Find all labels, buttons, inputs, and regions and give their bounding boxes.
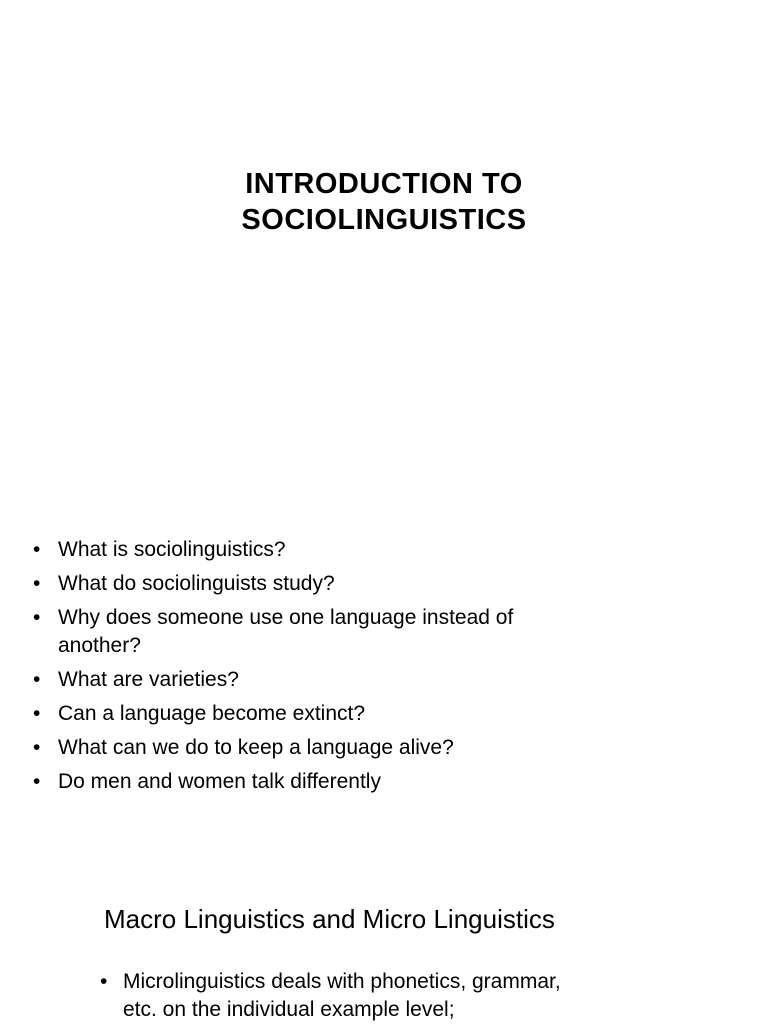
list-item (0, 768, 548, 796)
bullet-icon: • (33, 702, 41, 725)
question-text: What is sociolinguistics? (58, 538, 286, 561)
bullet-icon: • (100, 970, 108, 993)
list-item (0, 604, 548, 660)
list-item (0, 666, 548, 694)
list-item (0, 734, 548, 762)
list-item (0, 700, 548, 728)
list-item (0, 570, 548, 598)
point-list (0, 968, 768, 1024)
point-text: Microlinguistics deals with phonetics, grammar, etc. on the individual example level; (123, 970, 561, 1021)
bullet-icon: • (33, 572, 41, 595)
list-item (0, 968, 593, 1024)
title-line-1: INTRODUCTION TO (245, 168, 523, 200)
section-heading: Macro Linguistics and Micro Linguistics (104, 904, 555, 934)
slide-title (0, 166, 768, 238)
question-text: Can a language become extinct? (58, 702, 366, 725)
question-text: What can we do to keep a language alive? (58, 736, 454, 759)
question-text: Why does someone use one language instead of another? (58, 606, 514, 657)
bullet-icon: • (33, 770, 41, 793)
title-line-2: SOCIOLINGUISTICS (241, 204, 527, 236)
question-text: What are varieties? (58, 668, 239, 691)
question-list (0, 536, 768, 802)
bullet-icon: • (33, 736, 41, 759)
list-item (0, 536, 548, 564)
question-text: What do sociolinguists study? (58, 572, 335, 595)
bullet-icon: • (33, 538, 41, 561)
bullet-icon: • (33, 668, 41, 691)
question-text: Do men and women talk differently (58, 770, 381, 793)
bullet-icon: • (33, 606, 41, 629)
